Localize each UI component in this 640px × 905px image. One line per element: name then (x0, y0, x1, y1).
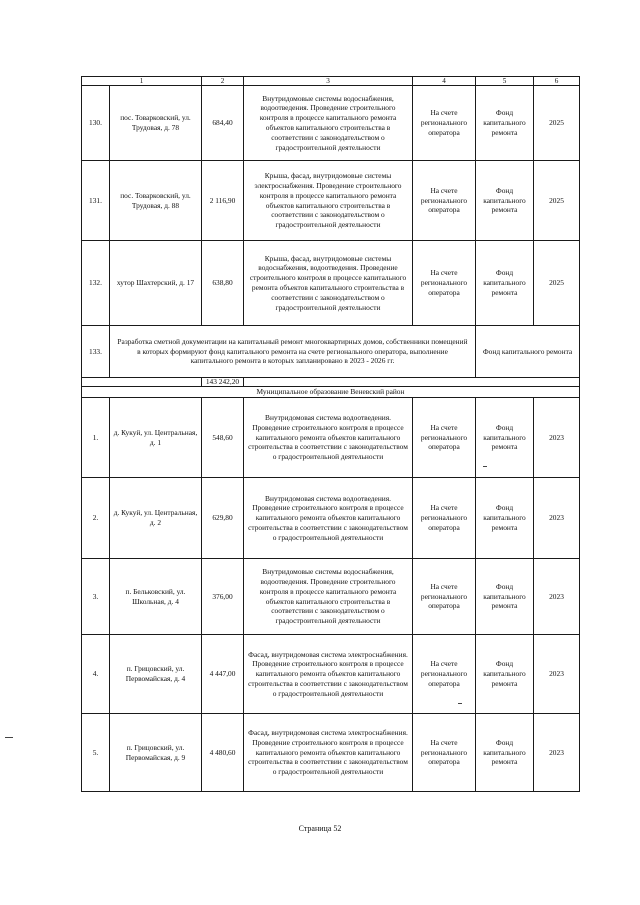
row-year: 2025 (534, 241, 580, 326)
row-funding-source: На счете регионального оператора (413, 161, 476, 241)
row-fund: Фонд капитального ремонта (476, 635, 534, 714)
row-address: д. Кукуй, ул. Центральная, д. 1 (110, 398, 202, 478)
section-title: Муниципальное образование Веневский район (82, 387, 580, 398)
table-row (82, 161, 580, 241)
row-funding-source: На счете регионального оператора (413, 241, 476, 326)
section-row (82, 387, 580, 398)
table-row-summary (82, 326, 580, 378)
row-funding-source: На счете регионального оператора (413, 478, 476, 559)
row-fund: Фонд капитального ремонта (476, 478, 534, 559)
header-col-2: 2 (202, 77, 244, 86)
row-area: 629,80 (202, 478, 244, 559)
row-funding-source: На счете регионального оператора (413, 398, 476, 478)
margin-mark (5, 737, 13, 738)
row-year: 2023 (534, 635, 580, 714)
row-area: 2 116,90 (202, 161, 244, 241)
total-row (82, 378, 580, 387)
row-area: 376,00 (202, 559, 244, 635)
row-number: 1. (82, 398, 110, 478)
row-number: 131. (82, 161, 110, 241)
row-address: п. Бельковский, ул. Школьная, д. 4 (110, 559, 202, 635)
row-number: 5. (82, 714, 110, 792)
row-works: Фасад, внутридомовая система электроснабжения. Проведение строительного контроля в процессе капитального ремонта объектов капитального строительства в соответствии с законодательством о градостроительной деятельности (244, 635, 413, 714)
header-col-4: 4 (413, 77, 476, 86)
row-address: пос. Товарковский, ул. Трудовая, д. 88 (110, 161, 202, 241)
table-body (82, 77, 580, 792)
row-year: 2025 (534, 86, 580, 161)
row-number: 132. (82, 241, 110, 326)
header-col-1: 1 (82, 77, 202, 86)
row-works: Внутридомовые системы водоснабжения, водоотведения. Проведение строительного контроля в процессе капитального ремонта объектов капитального строительства в соответствии с законодательством о градостроительной деятельности (244, 86, 413, 161)
row-fund: Фонд капитального ремонта (476, 714, 534, 792)
row-address: хутор Шахтерский, д. 17 (110, 241, 202, 326)
row-number: 3. (82, 559, 110, 635)
row-fund: Фонд капитального ремонта (476, 559, 534, 635)
row-works: Крыша, фасад, внутридомовые системы электроснабжения. Проведение строительного контроля в процессе капитального ремонта объектов капитального строительства в соответствии с законодательством о градостроительной деятельности (244, 161, 413, 241)
row-address: пос. Товарковский, ул. Трудовая, д. 78 (110, 86, 202, 161)
works-table (81, 76, 580, 792)
row-year: 2023 (534, 478, 580, 559)
row-fund: Фонд капитального ремонта (476, 86, 534, 161)
row-funding-source: На счете регионального оператора (413, 86, 476, 161)
row-description: Разработка сметной документации на капитальный ремонт многоквартирных домов, собственники помещений в которых формируют фонд капитального ремонта на счете регионального оператора, выполнение капитального ремонта в которых запланировано в 2023 - 2026 гг. (110, 326, 476, 378)
page-footer: Страница 52 (298, 824, 342, 833)
table-row (82, 398, 580, 478)
row-works: Внутридомовая система водоотведения. Проведение строительного контроля в процессе капитального ремонта объектов капитального строительства в соответствии с законодательством о градостроительной деятельности (244, 478, 413, 559)
header-col-3: 3 (244, 77, 413, 86)
row-works: Крыша, фасад, внутридомовые системы водоснабжения, водоотведения. Проведение строительного контроля в процессе капитального ремонта объектов капитального строительства в соответствии с законодательством о градостроительной деятельности (244, 241, 413, 326)
table-row (82, 635, 580, 714)
row-fund: Фонд капитального ремонта (476, 241, 534, 326)
row-number: 4. (82, 635, 110, 714)
row-funding-source: На счете регионального оператора (413, 559, 476, 635)
row-works: Внутридомовые системы водоснабжения, водоотведения. Проведение строительного контроля в процессе капитального ремонта объектов капитального строительства в соответствии с законодательством о градостроительной деятельности (244, 559, 413, 635)
row-number: 2. (82, 478, 110, 559)
header-col-6: 6 (534, 77, 580, 86)
row-number: 133. (82, 326, 110, 378)
row-area: 638,80 (202, 241, 244, 326)
row-address: д. Кукуй, ул. Центральная, д. 2 (110, 478, 202, 559)
row-area: 684,40 (202, 86, 244, 161)
row-works: Внутридомовая система водоотведения. Проведение строительного контроля в процессе капитального ремонта объектов капитального строительства в соответствии с законодательством о градостроительной деятельности (244, 398, 413, 478)
row-fund: Фонд капитального ремонта (476, 398, 534, 478)
table-row (82, 559, 580, 635)
row-area: 548,60 (202, 398, 244, 478)
row-funding-source: На счете регионального оператора (413, 714, 476, 792)
total-empty (244, 378, 580, 387)
row-area: 4 480,60 (202, 714, 244, 792)
table-row (82, 86, 580, 161)
header-row (82, 77, 580, 86)
row-fund: Фонд капитального ремонта (476, 161, 534, 241)
row-year: 2025 (534, 161, 580, 241)
row-number: 130. (82, 86, 110, 161)
row-year: 2023 (534, 559, 580, 635)
row-fund: Фонд капитального ремонта (476, 326, 580, 378)
row-year: 2023 (534, 714, 580, 792)
header-col-5: 5 (476, 77, 534, 86)
table-row (82, 241, 580, 326)
row-works: Фасад, внутридомовая система электроснабжения. Проведение строительного контроля в процессе капитального ремонта объектов капитального строительства в соответствии с законодательством о градостроительной деятельности (244, 714, 413, 792)
pen-mark (458, 703, 462, 704)
row-funding-source: На счете регионального оператора (413, 635, 476, 714)
row-area: 4 447,00 (202, 635, 244, 714)
table-row (82, 714, 580, 792)
row-address: п. Грицовский, ул. Первомайская, д. 9 (110, 714, 202, 792)
row-address: п. Грицовский, ул. Первомайская, д. 4 (110, 635, 202, 714)
total-empty (82, 378, 202, 387)
total-area: 143 242,20 (202, 378, 244, 387)
table-row (82, 478, 580, 559)
pen-mark (483, 466, 487, 467)
row-year: 2023 (534, 398, 580, 478)
